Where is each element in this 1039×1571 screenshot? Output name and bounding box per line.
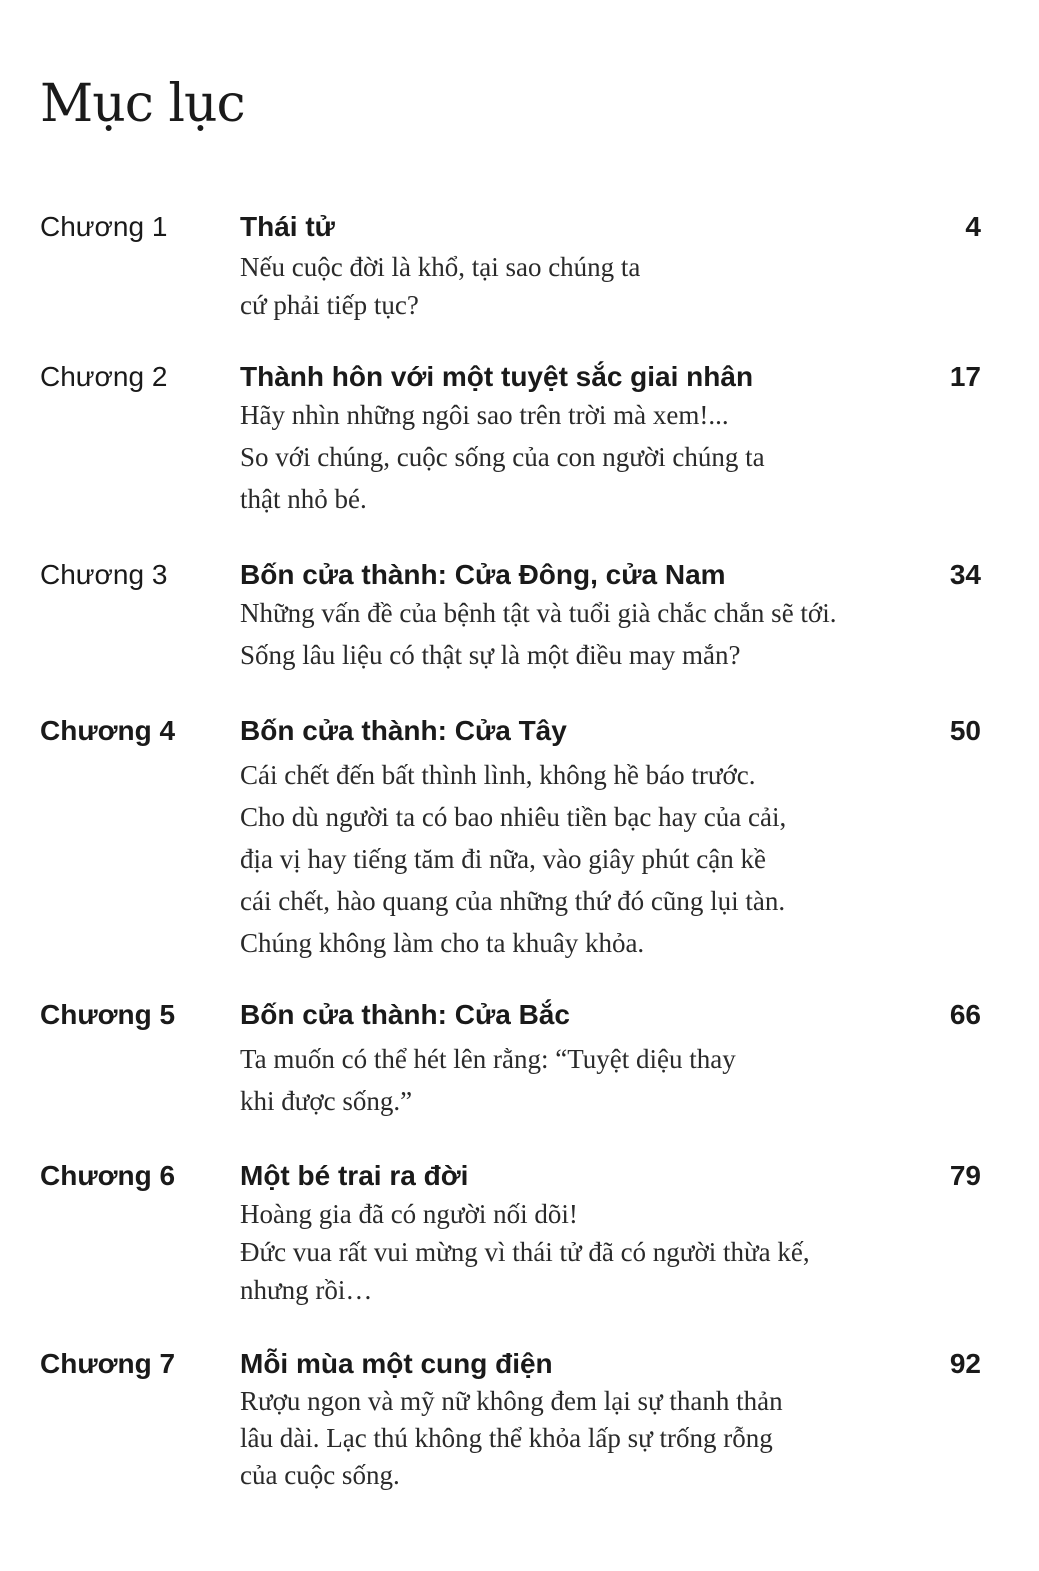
chapter-description [240, 394, 765, 520]
description-line: Nếu cuộc đời là khổ, tại sao chúng ta [240, 252, 641, 282]
description-line: Những vấn đề của bệnh tật và tuổi già chắc chắn sẽ tới. [240, 598, 837, 628]
description-line: So với chúng, cuộc sống của con người chúng ta [240, 442, 765, 472]
chapter-title: Thái tử [240, 211, 335, 242]
chapter-title: Bốn cửa thành: Cửa Bắc [240, 999, 570, 1030]
chapter-description [240, 754, 786, 964]
description-line: Cho dù người ta có bao nhiêu tiền bạc hay của cải, [240, 802, 787, 832]
description-line: địa vị hay tiếng tăm đi nữa, vào giây phút cận kề [240, 844, 766, 874]
description-line: Sống lâu liệu có thật sự là một điều may mắn? [240, 640, 741, 670]
page-number: 34 [949, 559, 981, 590]
chapter-label: Chương 6 [40, 1160, 176, 1191]
chapter-description [240, 592, 836, 676]
chapter-title: Bốn cửa thành: Cửa Tây [240, 715, 567, 746]
chapter-label: Chương 7 [40, 1348, 176, 1379]
description-line: Hãy nhìn những ngôi sao trên trời mà xem!... [240, 400, 729, 430]
chapter-label: Chương 1 [40, 211, 168, 242]
chapter-description [240, 1195, 810, 1309]
description-line: khi được sống.” [240, 1086, 413, 1116]
chapter-description [240, 248, 640, 324]
description-line: của cuộc sống. [240, 1460, 400, 1490]
description-line: Ta muốn có thể hét lên rằng: “Tuyệt diệu thay [240, 1044, 736, 1074]
description-line: lâu dài. Lạc thú không thể khỏa lấp sự trống rỗng [240, 1423, 773, 1453]
description-line: thật nhỏ bé. [240, 484, 367, 514]
description-line: Cái chết đến bất thình lình, không hề báo trước. [240, 760, 756, 790]
page-number: 4 [965, 211, 981, 242]
page-number: 92 [949, 1348, 981, 1379]
page-number: 66 [949, 999, 981, 1030]
description-line: cứ phải tiếp tục? [240, 290, 419, 320]
chapter-label: Chương 2 [40, 361, 168, 392]
page-number: 17 [949, 361, 981, 392]
chapter-title: Một bé trai ra đời [240, 1160, 469, 1191]
description-line: Chúng không làm cho ta khuây khỏa. [240, 928, 645, 958]
chapter-label: Chương 4 [40, 715, 176, 746]
description-line: Hoàng gia đã có người nối dõi! [240, 1199, 578, 1229]
description-line: Đức vua rất vui mừng vì thái tử đã có người thừa kế, [240, 1237, 810, 1267]
chapter-label: Chương 5 [40, 999, 176, 1030]
chapter-description [240, 1383, 783, 1494]
description-line: Rượu ngon và mỹ nữ không đem lại sự thanh thản [240, 1386, 783, 1416]
description-line: nhưng rồi… [240, 1275, 373, 1305]
page-number: 50 [949, 715, 981, 746]
chapter-title: Thành hôn với một tuyệt sắc giai nhân [240, 361, 754, 392]
chapter-title: Bốn cửa thành: Cửa Đông, cửa Nam [240, 559, 726, 590]
page-title: Mục lục [40, 74, 245, 134]
chapter-description [240, 1038, 736, 1122]
description-line: cái chết, hào quang của những thứ đó cũng lụi tàn. [240, 886, 786, 916]
chapter-label: Chương 3 [40, 559, 168, 590]
chapter-title: Mỗi mùa một cung điện [240, 1348, 553, 1379]
page-number: 79 [949, 1160, 981, 1191]
